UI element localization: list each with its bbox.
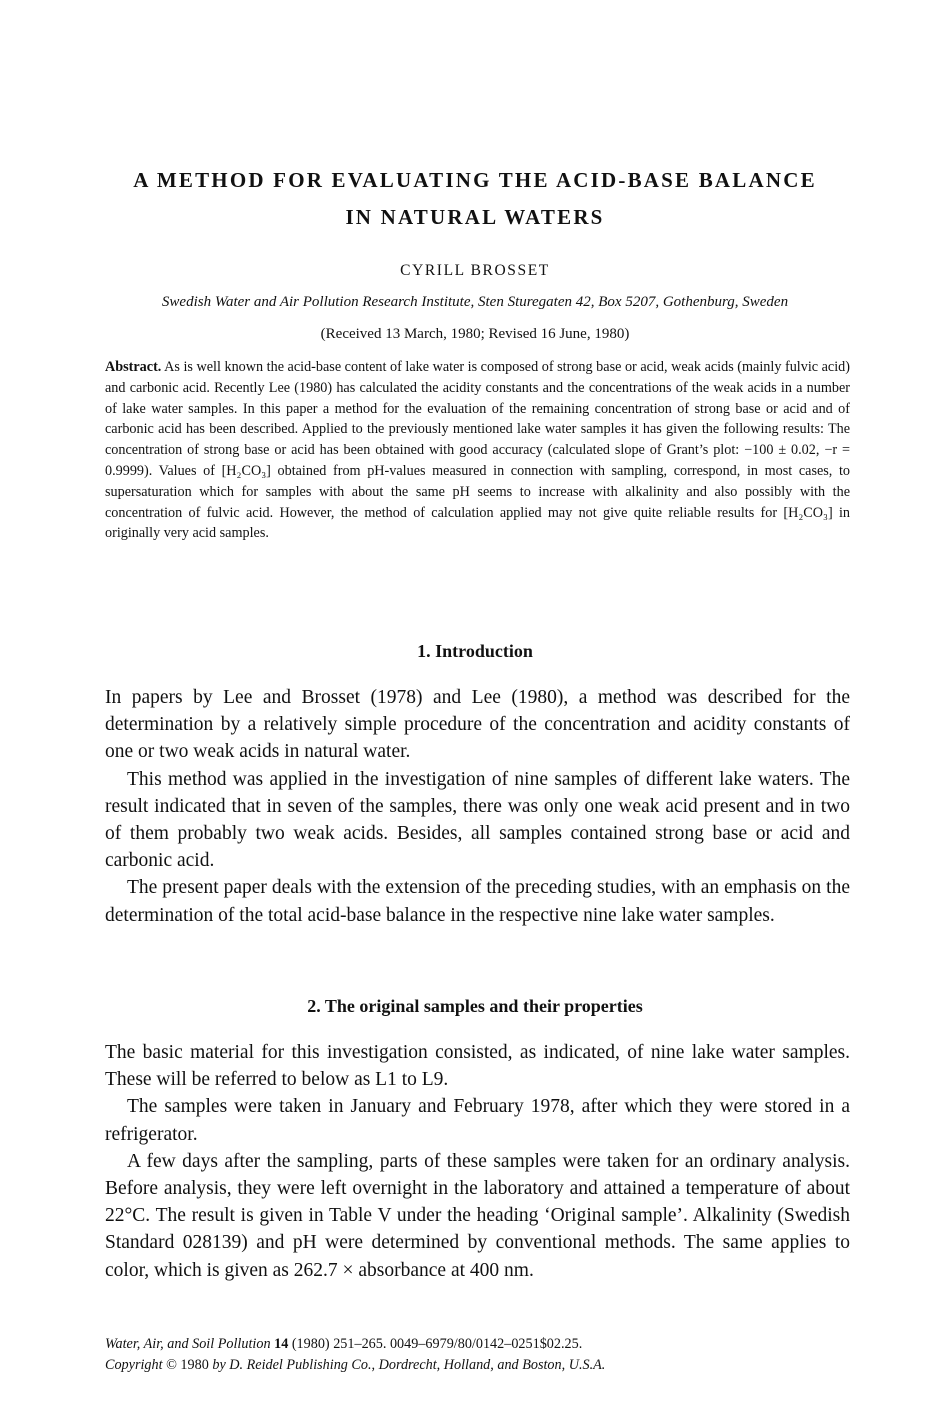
paragraph: In papers by Lee and Brosset (1978) and Lee (1980), a method was described for the determination by a relatively simple procedure of the concentration and acidity constants of one or two weak acids in natural water. [105,687,850,763]
journal-volume: 14 [274,1336,289,1352]
abstract [105,357,850,544]
publisher: by D. Reidel Publishing Co., Dordrecht, Holland, and Boston, U.S.A. [212,1357,606,1373]
section-introduction-body [105,684,850,929]
copyright-year: © 1980 [166,1357,209,1373]
paper-title [100,162,850,236]
paragraph: The basic material for this investigation consisted, as indicated, of nine lake water samples. These will be referred to below as L1 to L9. [105,1042,850,1091]
copyright-label: Copyright [105,1357,163,1373]
paragraph: The samples were taken in January and February 1978, after which they were stored in a refrigerator. [105,1096,850,1145]
section-heading-introduction: 1. Introduction [417,641,533,661]
author: CYRILL BROSSET [400,262,550,279]
affiliation: Swedish Water and Air Pollution Research Institute, Sten Sturegaten 42, Box 5207, Gothenburg, Sweden [161,294,789,310]
citation-footer [105,1334,850,1376]
title-line-2: IN NATURAL WATERS [345,205,605,229]
abstract-text: As is well known the acid-base content of lake water is composed of strong base or acid, weak acids (mainly fulvic acid) and carbonic acid. Recently Lee (1980) has calculated the acidity constants and the concentrations of the weak acids in a number of lake water samples. In this paper a method for the evaluation of the remaining concentration of strong base or acid and of carbonic acid has been described. Applied to the previously mentioned lake water samples it has given the following results: The concentration of strong base or acid has been obtained with good accuracy (calculated slope of Grant’s plot: −100 ± 0.02, −r = 0.9999). Values of [H₂CO₃] obtained from pH-values measured in connection with sampling, correspond, in most cases, to supersaturation which for samples with about the same pH seems to increase with alkalinity and also possibly with the concentration of fulvic acid. However, the method of calculation applied may not give quite reliable results for [H₂CO₃] in originally very acid samples. [105,359,850,542]
copyright-line [105,1355,850,1376]
received-dates: (Received 13 March, 1980; Revised 16 June, 1980) [320,326,630,342]
section-heading-original-samples: 2. The original samples and their properties [307,996,643,1016]
paragraph: The present paper deals with the extension of the preceding studies, with an emphasis on the determination of the total acid-base balance in the respective nine lake water samples. [105,877,850,926]
journal-citation [105,1334,850,1355]
abstract-label: Abstract. [105,359,162,375]
paragraph: A few days after the sampling, parts of these samples were taken for an ordinary analysis. Before analysis, they were left overnight in the laboratory and attained a temperature of about 22°C. The result is given in Table V under the heading ‘Original sample’. Alkalinity (Swedish Standard 028139) and pH were determined by conventional methods. The same applies to color, which is given as 262.7 × absorbance at 400 nm. [105,1150,850,1281]
paragraph: This method was applied in the investigation of nine samples of different lake waters. The result indicated that in seven of the samples, there was only one weak acid present and in two of them probably two weak acids. Besides, all samples contained strong base or acid and carbonic acid. [105,768,850,872]
journal-pages: (1980) 251–265. 0049–6979/80/0142–0251$02.25. [291,1336,583,1352]
section-original-samples-body [105,1039,850,1284]
journal-name: Water, Air, and Soil Pollution [105,1336,271,1352]
title-line-1: A METHOD FOR EVALUATING THE ACID-BASE BALANCE [133,168,817,192]
